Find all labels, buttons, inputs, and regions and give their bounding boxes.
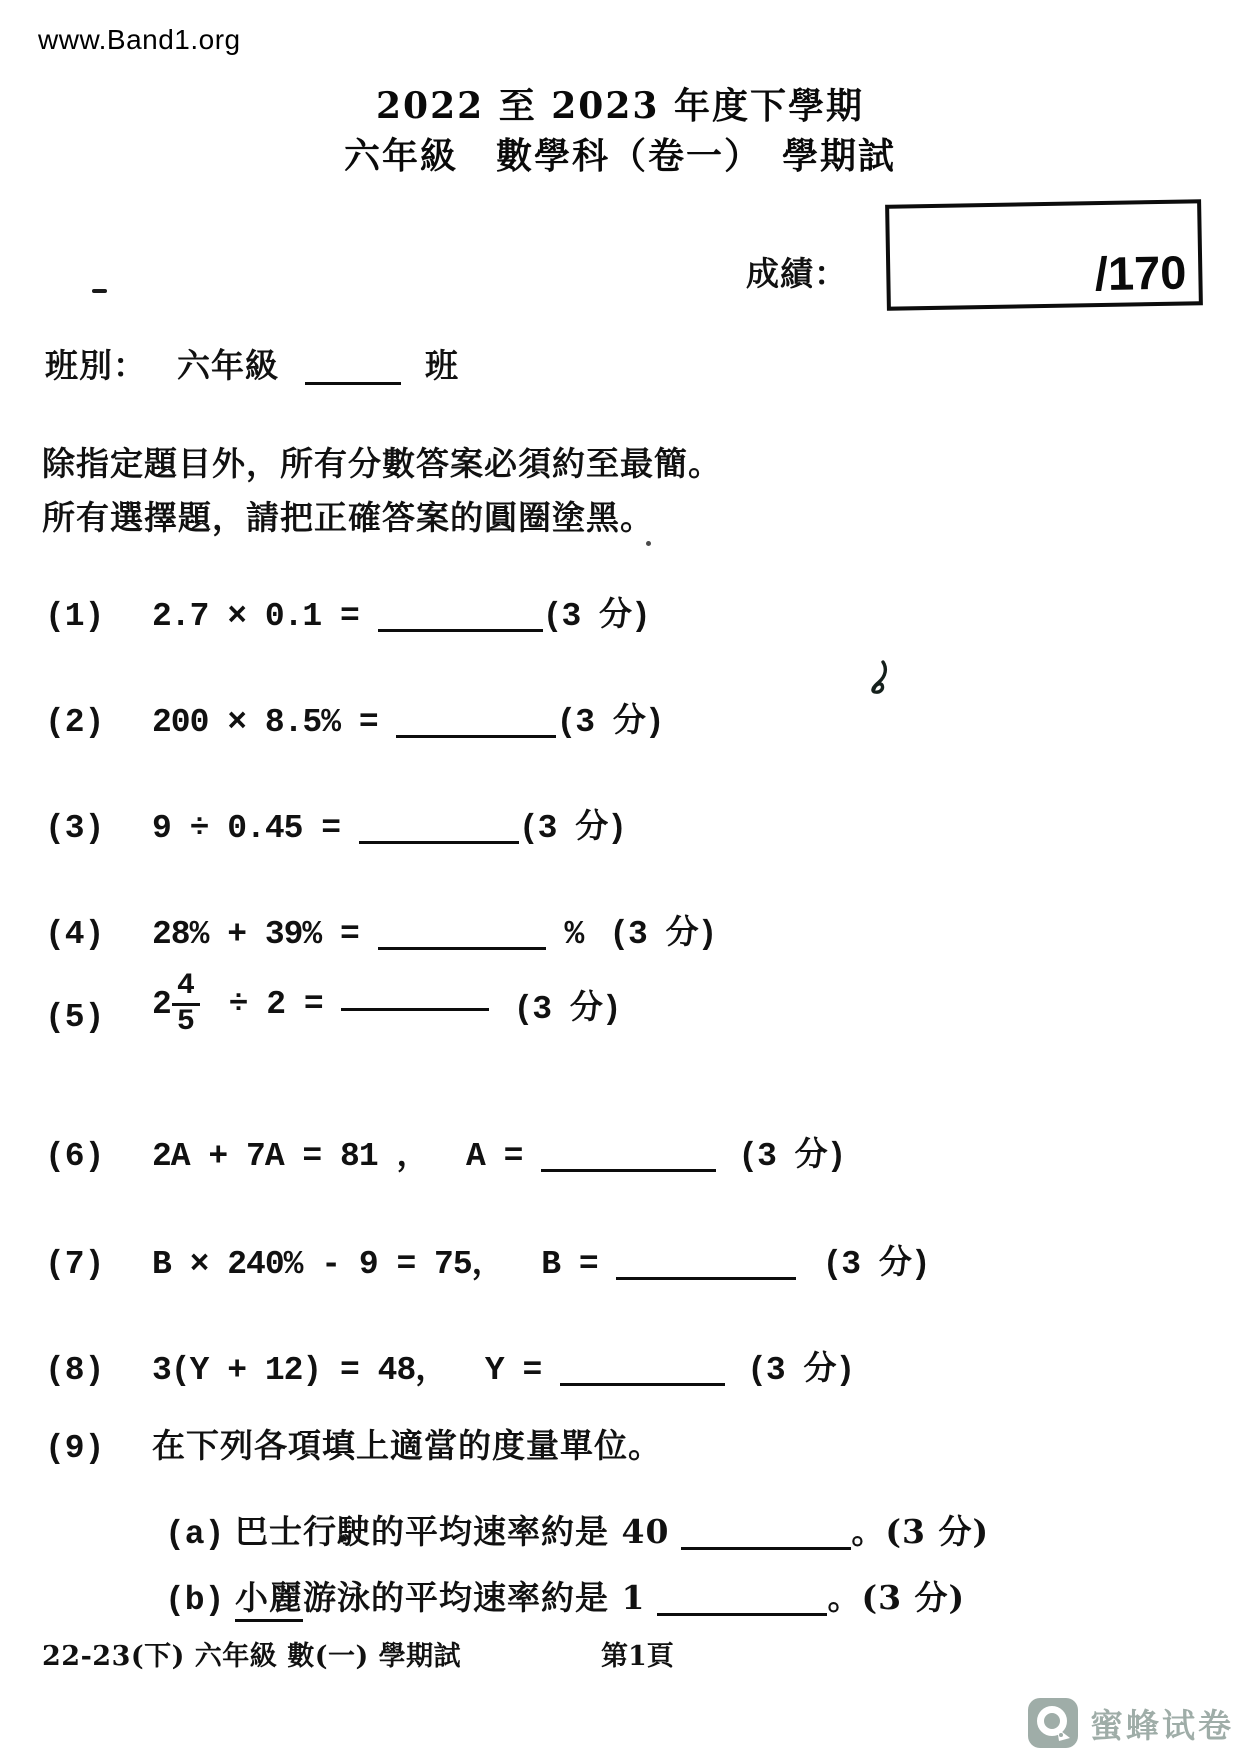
question-9b-text: 游泳的平均速率約是 1 [303, 1578, 646, 1617]
question-5-number: (5) [45, 998, 105, 1036]
question-5 [45, 946, 621, 1062]
question-5-marks: (3 分) [513, 990, 621, 1028]
exam-title-line1: 2022 至 2023 年度下學期 [376, 85, 864, 127]
question-7-answer-blank [616, 1267, 796, 1280]
question-7-marks: (3 分) [822, 1246, 930, 1283]
question-6-number: (6) [45, 1138, 105, 1175]
question-7 [45, 1236, 930, 1283]
question-1-number: (1) [45, 598, 105, 635]
question-7-expression: B × 240% - 9 = 75， B = [152, 1246, 617, 1283]
question-9 [45, 1420, 662, 1467]
instruction-line2: 所有選擇題，請把正確答案的圓圈塗黑。 [42, 498, 654, 537]
question-1-answer-blank [378, 619, 543, 632]
question-5-expression: ÷ 2 = [209, 985, 342, 1023]
question-6-marks: (3 分) [738, 1138, 846, 1175]
question-2-marks: (3 分) [556, 704, 664, 741]
question-8-number: (8) [45, 1352, 105, 1389]
stray-pen-squiggle [866, 658, 896, 700]
footer-exam-code: 22-23(下) 六年級 數(一) 學期試 [42, 1641, 462, 1672]
question-2-number: (2) [45, 704, 105, 741]
question-5-answer-blank [341, 998, 489, 1011]
question-2 [45, 694, 664, 741]
class-grade: 六年級 [177, 346, 279, 385]
question-3-marks: (3 分) [518, 810, 627, 847]
question-2-expression: 200 × 8.5% = [152, 704, 397, 741]
score-box [885, 199, 1203, 310]
question-3-expression: 9 ÷ 0.45 = [152, 810, 359, 847]
question-6-expression: 2A + 7A = 81 ， A = [152, 1138, 542, 1175]
question-6-answer-blank [541, 1159, 716, 1172]
brand-badge [1028, 1698, 1234, 1748]
question-5-numerator: 4 [172, 971, 200, 1006]
question-9b [165, 1572, 965, 1619]
question-9b-answer-blank [657, 1603, 827, 1616]
score-total: /170 [1094, 245, 1187, 301]
question-4-expression: 28% + 39% = [152, 916, 378, 953]
question-5-denominator: 5 [176, 1004, 195, 1039]
question-3 [45, 800, 626, 847]
bee-paper-logo-icon [1028, 1698, 1078, 1748]
question-4-unit: % [545, 916, 584, 953]
question-3-number: (3) [45, 810, 105, 847]
question-3-answer-blank [359, 831, 519, 844]
watermark-url: www.Band1.org [38, 24, 241, 55]
question-8-answer-blank [560, 1373, 725, 1386]
score-label: 成績： [746, 254, 848, 293]
question-9a-marks: 。(3 分) [851, 1512, 990, 1551]
class-row [45, 340, 459, 387]
question-1 [45, 588, 650, 635]
question-9-number: (9) [45, 1430, 105, 1467]
question-1-marks: (3 分) [542, 598, 650, 635]
question-8-marks: (3 分) [747, 1352, 855, 1389]
question-9a [165, 1506, 989, 1553]
question-1-expression: 2.7 × 0.1 = [152, 598, 378, 635]
question-2-answer-blank [396, 725, 556, 738]
question-5-fraction [172, 968, 200, 1039]
question-8 [45, 1342, 854, 1389]
question-4-number: (4) [45, 916, 105, 953]
question-9b-label: (b) [165, 1582, 225, 1619]
question-9b-marks: 。(3 分) [827, 1578, 966, 1617]
question-7-number: (7) [45, 1246, 105, 1283]
class-label: 班別： [45, 346, 147, 385]
question-9a-answer-blank [681, 1537, 851, 1550]
question-9a-label: (a) [165, 1516, 225, 1553]
question-8-expression: 3(Y + 12) = 48， Y = [152, 1352, 561, 1389]
brand-name: 蜜蜂试卷 [1090, 1705, 1234, 1745]
question-9a-text: 巴士行駛的平均速率約是 40 [235, 1512, 670, 1551]
stray-pen-dash [92, 289, 107, 293]
question-6 [45, 1128, 845, 1175]
question-5-whole: 2 [152, 985, 171, 1023]
question-9b-underlined-name: 小麗 [235, 1578, 303, 1622]
class-answer-blank [305, 372, 401, 385]
exam-title-line2: 六年級 數學科（卷一） 學期試 [343, 135, 896, 177]
scan-speck [646, 541, 651, 546]
footer-page-number: 第1頁 [601, 1641, 674, 1672]
question-5-mixed-number [152, 968, 200, 1039]
class-suffix: 班 [425, 346, 459, 385]
question-4-marks: (3 分) [609, 916, 717, 953]
question-9-stem: 在下列各項填上適當的度量單位。 [152, 1426, 662, 1465]
instruction-line1: 除指定題目外，所有分數答案必須約至最簡。 [42, 444, 722, 483]
